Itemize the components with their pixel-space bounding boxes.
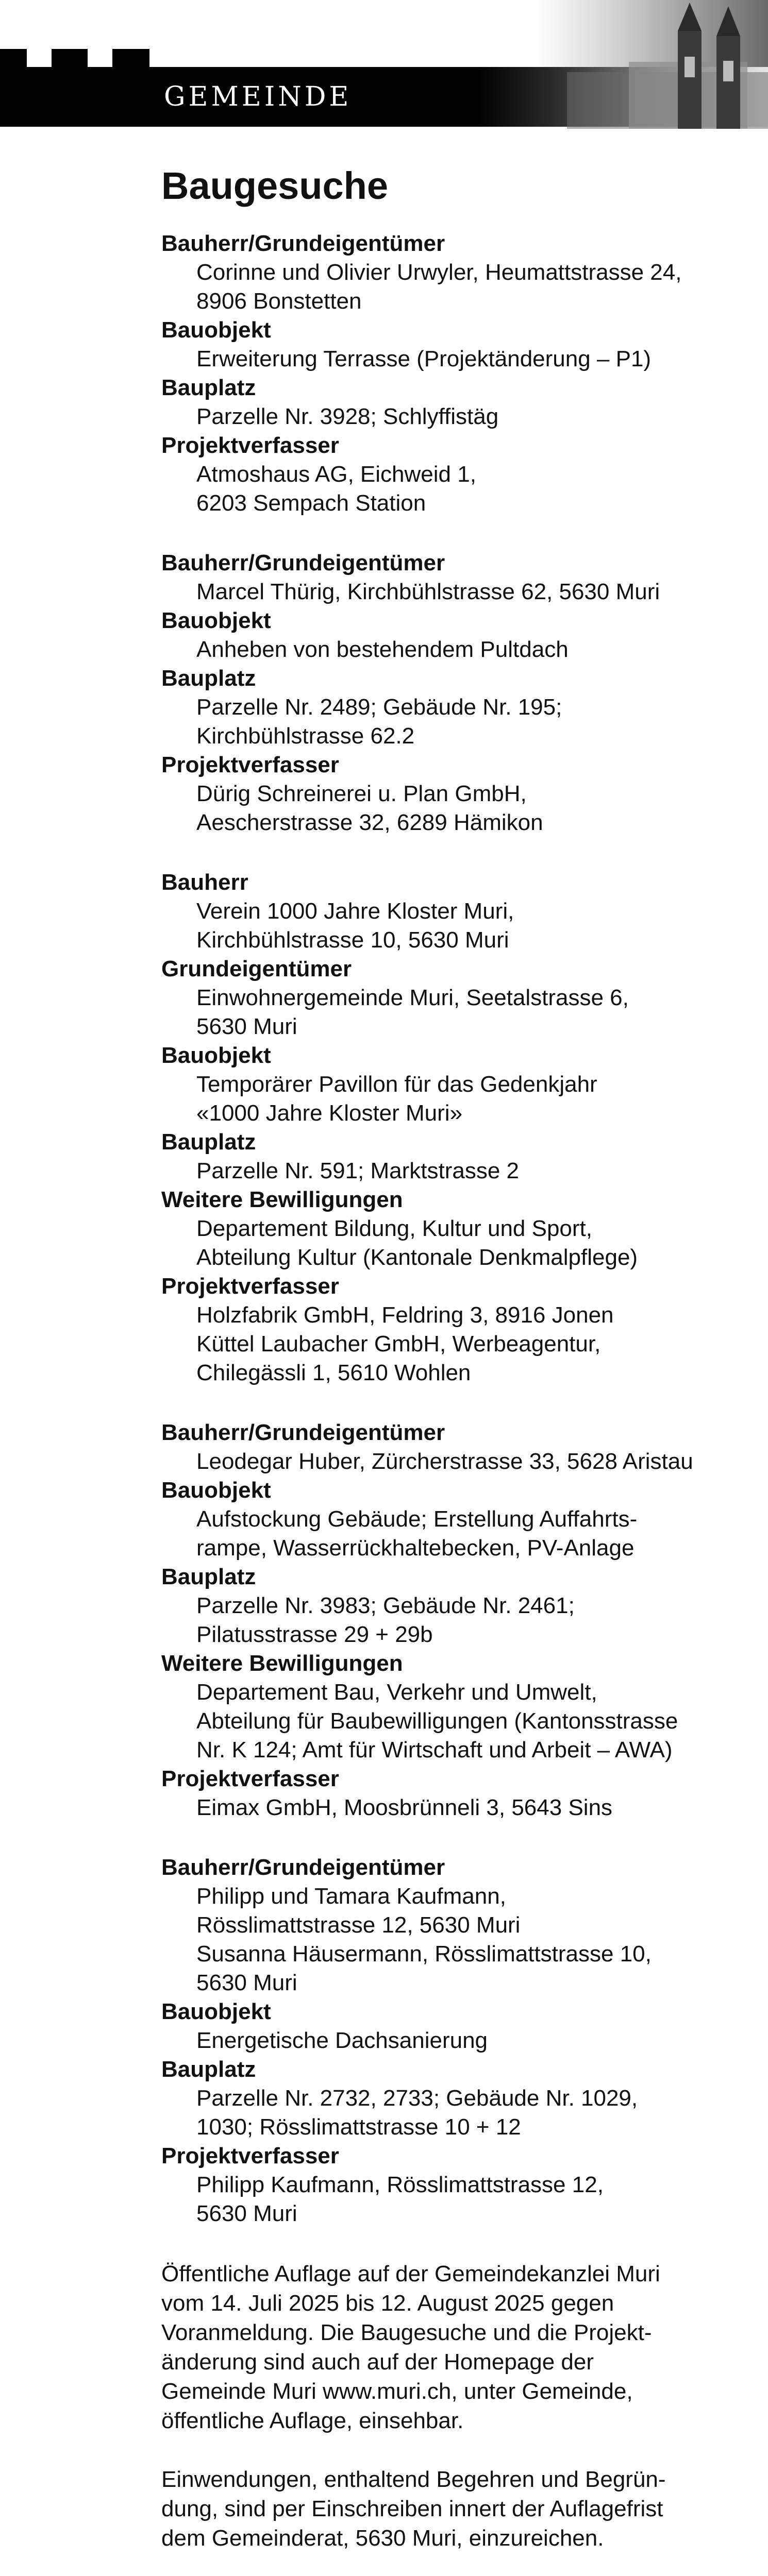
church-towers-icon xyxy=(567,0,768,129)
entry-field-value: Energetische Dachsanierung xyxy=(196,2028,488,2054)
permit-entry xyxy=(161,1418,754,1822)
entry-field-label: Bauobjekt xyxy=(161,317,271,343)
entry-field-value: 5630 Muri xyxy=(196,1014,297,1040)
notice-line: änderung sind auch auf der Homepage der xyxy=(161,2349,594,2375)
entry-field-label: Weitere Bewilligungen xyxy=(161,1187,403,1213)
entry-field-value: Erweiterung Terrasse (Projektänderung – P1) xyxy=(196,346,652,372)
entry-field-label: Projektverfasser xyxy=(161,2143,339,2169)
entry-field-label: Bauobjekt xyxy=(161,1043,271,1069)
notice-line: vom 14. Juli 2025 bis 12. August 2025 gegen xyxy=(161,2291,614,2316)
entry-field-label: Bauherr/Grundeigentümer xyxy=(161,1420,445,1446)
entry-field-value: rampe, Wasserrückhaltebecken, PV-Anlage xyxy=(196,1535,635,1561)
objection-paragraph xyxy=(161,2465,754,2553)
permit-entry xyxy=(161,549,754,837)
entry-field-value: Eimax GmbH, Moosbrünneli 3, 5643 Sins xyxy=(196,1795,613,1821)
entry-field-label: Bauplatz xyxy=(161,1129,256,1155)
entry-field-value: 5630 Muri xyxy=(196,1970,297,1996)
entry-field-value: Parzelle Nr. 3983; Gebäude Nr. 2461; xyxy=(196,1593,575,1619)
entry-field-value: Philipp Kaufmann, Rösslimattstrasse 12, xyxy=(196,2172,604,2198)
entry-field-value: Holzfabrik GmbH, Feldring 3, 8916 Jonen xyxy=(196,1302,614,1328)
castle-battlement-icon xyxy=(0,0,165,129)
entry-field-value: Atmoshaus AG, Eichweid 1, xyxy=(196,462,476,487)
entry-field-label: Grundeigentümer xyxy=(161,956,352,982)
entry-field-value: Parzelle Nr. 591; Marktstrasse 2 xyxy=(196,1158,520,1184)
entry-field-value: Departement Bau, Verkehr und Umwelt, xyxy=(196,1680,597,1705)
entry-field-value: Chilegässli 1, 5610 Wohlen xyxy=(196,1360,471,1386)
entry-field-value: 6203 Sempach Station xyxy=(196,490,426,516)
entry-field-value: Verein 1000 Jahre Kloster Muri, xyxy=(196,899,514,924)
entry-field-value: 5630 Muri xyxy=(196,2201,297,2227)
page-title: Baugesuche xyxy=(161,164,389,207)
header-banner xyxy=(0,0,768,129)
entry-field-value: Nr. K 124; Amt für Wirtschaft und Arbeit – AWA) xyxy=(196,1737,673,1763)
entry-field-value: «1000 Jahre Kloster Muri» xyxy=(196,1100,463,1126)
entry-field-label: Weitere Bewilligungen xyxy=(161,1651,403,1676)
entry-field-value: 1030; Rösslimattstrasse 10 + 12 xyxy=(196,2114,521,2140)
notice-line: Öffentliche Auflage auf der Gemeindekanzlei Muri xyxy=(161,2261,660,2287)
notice-line: öffentliche Auflage, einsehbar. xyxy=(161,2408,464,2434)
permit-entry xyxy=(161,229,754,518)
entry-field-label: Bauobjekt xyxy=(161,608,271,634)
entry-field-value: Anheben von bestehendem Pultdach xyxy=(196,637,569,663)
objection-line: Einwendungen, enthaltend Begehren und Begrün- xyxy=(161,2467,666,2493)
entry-field-value: Philipp und Tamara Kaufmann, xyxy=(196,1884,506,1909)
entry-field-value: Temporärer Pavillon für das Gedenkjahr xyxy=(196,1072,597,1097)
permit-entry-list xyxy=(161,229,754,2228)
entry-field-value: Pilatusstrasse 29 + 29b xyxy=(196,1622,433,1648)
entry-field-value: 8906 Bonstetten xyxy=(196,289,362,314)
entry-field-value: Corinne und Olivier Urwyler, Heumattstrasse 24, xyxy=(196,260,682,285)
entry-field-label: Bauplatz xyxy=(161,375,256,401)
entry-field-label: Bauobjekt xyxy=(161,1999,271,2025)
entry-field-value: Abteilung für Baubewilligungen (Kantonsstrasse xyxy=(196,1708,678,1734)
entry-field-value: Parzelle Nr. 3928; Schlyffistäg xyxy=(196,404,499,430)
entry-field-label: Bauplatz xyxy=(161,666,256,691)
entry-field-label: Projektverfasser xyxy=(161,1766,339,1792)
entry-field-label: Projektverfasser xyxy=(161,433,339,459)
entry-field-value: Marcel Thürig, Kirchbühlstrasse 62, 5630 Muri xyxy=(196,579,660,605)
entry-field-label: Bauherr xyxy=(161,870,248,895)
entry-field-label: Projektverfasser xyxy=(161,752,339,778)
permit-entry xyxy=(161,868,754,1387)
entry-field-label: Projektverfasser xyxy=(161,1274,339,1299)
entry-field-value: Kirchbühlstrasse 10, 5630 Muri xyxy=(196,927,509,953)
entry-field-label: Bauplatz xyxy=(161,2057,256,2082)
entry-field-value: Parzelle Nr. 2732, 2733; Gebäude Nr. 1029, xyxy=(196,2086,638,2111)
notice-paragraph xyxy=(161,2259,754,2435)
notice-line: Voranmeldung. Die Baugesuche und die Projekt- xyxy=(161,2320,652,2346)
entry-field-value: Einwohnergemeinde Muri, Seetalstrasse 6, xyxy=(196,985,629,1011)
entry-field-value: Departement Bildung, Kultur und Sport, xyxy=(196,1216,593,1242)
entry-field-value: Parzelle Nr. 2489; Gebäude Nr. 195; xyxy=(196,694,562,720)
objection-line: dung, sind per Einschreiben innert der Auflagefrist xyxy=(161,2496,663,2522)
entry-field-value: Leodegar Huber, Zürcherstrasse 33, 5628 Aristau xyxy=(196,1449,693,1475)
entry-field-label: Bauplatz xyxy=(161,1564,256,1590)
entry-field-value: Küttel Laubacher GmbH, Werbeagentur, xyxy=(196,1331,601,1357)
entry-field-value: Dürig Schreinerei u. Plan GmbH, xyxy=(196,781,527,807)
objection-line: dem Gemeinderat, 5630 Muri, einzureichen. xyxy=(161,2526,604,2551)
entry-field-value: Abteilung Kultur (Kantonale Denkmalpflege) xyxy=(196,1245,638,1270)
entry-field-label: Bauobjekt xyxy=(161,1478,271,1503)
entry-field-value: Kirchbühlstrasse 62.2 xyxy=(196,723,415,749)
entry-field-value: Aufstockung Gebäude; Erstellung Auffahrts- xyxy=(196,1506,638,1532)
entry-field-value: Susanna Häusermann, Rösslimattstrasse 10, xyxy=(196,1941,652,1967)
section-title: GEMEINDE xyxy=(164,81,352,112)
permit-entry xyxy=(161,1853,754,2228)
document-body xyxy=(161,155,754,2576)
entry-field-value: Aescherstrasse 32, 6289 Hämikon xyxy=(196,810,543,836)
notice-line: Gemeinde Muri www.muri.ch, unter Gemeinde, xyxy=(161,2379,633,2404)
entry-field-label: Bauherr/Grundeigentümer xyxy=(161,550,445,576)
entry-field-label: Bauherr/Grundeigentümer xyxy=(161,231,445,257)
entry-field-label: Bauherr/Grundeigentümer xyxy=(161,1855,445,1880)
entry-field-value: Rösslimattstrasse 12, 5630 Muri xyxy=(196,1912,521,1938)
